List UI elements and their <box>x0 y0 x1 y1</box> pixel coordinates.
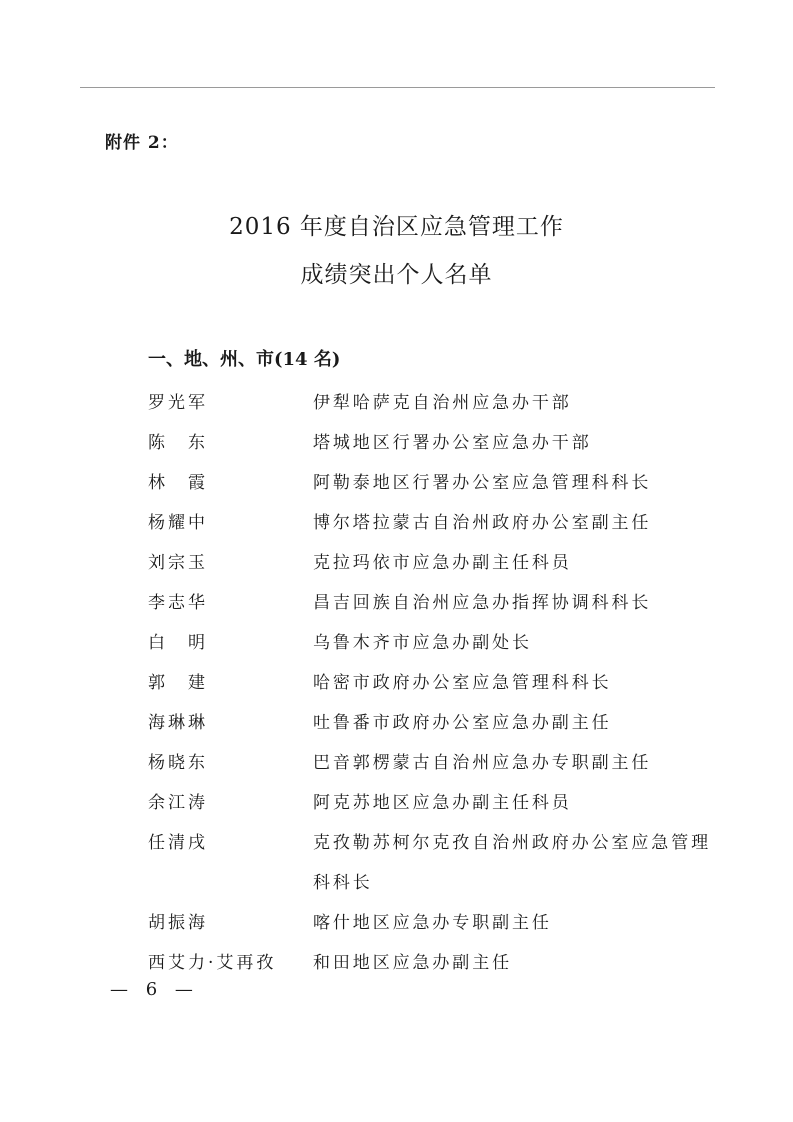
page-number: — 6 — <box>110 979 199 1000</box>
list-item <box>148 903 748 943</box>
person-name: 陈 东 <box>148 433 208 453</box>
person-position: 乌鲁木齐市应急办副处长 <box>313 633 532 653</box>
list-item <box>148 623 748 663</box>
person-name: 罗光军 <box>148 393 208 413</box>
document-title-line-1: 2016 年度自治区应急管理工作 <box>229 214 564 240</box>
people-list <box>148 383 748 983</box>
person-name: 杨晓东 <box>148 753 208 773</box>
person-position: 塔城地区行署办公室应急办干部 <box>313 433 592 453</box>
person-name: 西艾力·艾再孜 <box>148 953 277 973</box>
section-heading: 一、地、州、市(14 名) <box>148 349 341 370</box>
person-position: 喀什地区应急办专职副主任 <box>313 913 552 933</box>
list-item <box>148 703 748 743</box>
list-item <box>148 583 748 623</box>
person-position: 巴音郭楞蒙古自治州应急办专职副主任 <box>313 753 652 773</box>
person-name: 李志华 <box>148 593 208 613</box>
list-item <box>148 743 748 783</box>
list-item <box>148 383 748 423</box>
person-position: 和田地区应急办副主任 <box>313 953 512 973</box>
list-item <box>148 503 748 543</box>
list-item <box>148 783 748 823</box>
person-name: 郭 建 <box>148 673 208 693</box>
person-name: 杨耀中 <box>148 513 208 533</box>
person-position: 伊犁哈萨克自治州应急办干部 <box>313 393 572 413</box>
person-position: 吐鲁番市政府办公室应急办副主任 <box>313 713 612 733</box>
list-item <box>148 463 748 503</box>
person-position: 博尔塔拉蒙古自治州政府办公室副主任 <box>313 513 652 533</box>
person-position: 哈密市政府办公室应急管理科科长 <box>313 673 612 693</box>
person-position: 阿克苏地区应急办副主任科员 <box>313 793 572 813</box>
header-rule <box>80 87 715 88</box>
person-name: 海琳琳 <box>148 713 208 733</box>
attachment-label: 附件 2： <box>105 133 179 153</box>
document-title-line-2: 成绩突出个人名单 <box>300 262 493 288</box>
list-item <box>148 663 748 703</box>
person-position: 昌吉回族自治州应急办指挥协调科科长 <box>313 593 652 613</box>
person-position: 克孜勒苏柯尔克孜自治州政府办公室应急管理科科长 <box>313 833 711 893</box>
person-name: 刘宗玉 <box>148 553 208 573</box>
person-name: 余江涛 <box>148 793 208 813</box>
list-item <box>148 943 748 983</box>
person-name: 胡振海 <box>148 913 208 933</box>
list-item <box>148 823 748 903</box>
list-item <box>148 543 748 583</box>
list-item <box>148 423 748 463</box>
person-position: 阿勒泰地区行署办公室应急管理科科长 <box>313 473 652 493</box>
person-name: 白 明 <box>148 633 208 653</box>
person-position: 克拉玛依市应急办副主任科员 <box>313 553 572 573</box>
person-name: 任清戌 <box>148 833 208 853</box>
person-name: 林 霞 <box>148 473 208 493</box>
